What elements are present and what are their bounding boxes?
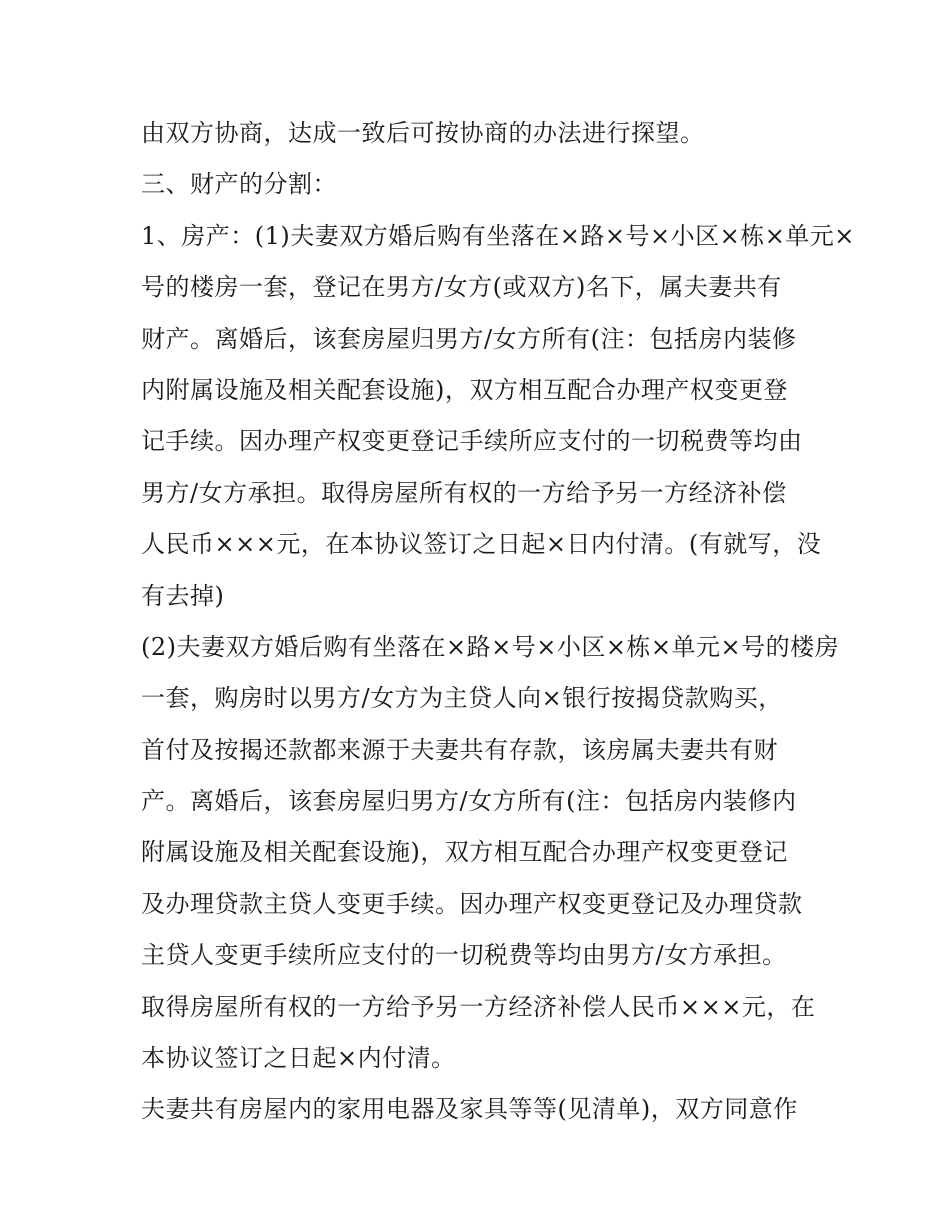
text-line: 首付及按揭还款都来源于夫妻共有存款，该房属夫妻共有财 — [141, 735, 778, 764]
text-line: 一套，购房时以男方/女方为主贷人向×银行按揭贷款购买， — [141, 684, 783, 713]
text-line: 1、房产：(1)夫妻双方婚后购有坐落在×路×号×小区×栋×单元× — [141, 221, 855, 250]
text-line: 有去掉) — [141, 581, 225, 610]
section-heading: 三、财产的分割： — [141, 170, 337, 199]
document-body — [141, 108, 855, 1136]
text-line: 人民币×××元，在本协议签订之日起×日内付清。(有就写，没 — [141, 530, 822, 559]
text-line: 产。离婚后，该套房屋归男方/女方所有(注：包括房内装修内 — [141, 787, 797, 816]
text-line: 取得房屋所有权的一方给予另一方经济补偿人民币×××元，在 — [141, 992, 816, 1021]
text-line: 及办理贷款主贷人变更手续。因办理产权变更登记及办理贷款 — [141, 889, 803, 918]
text-line: 财产。离婚后，该套房屋归男方/女方所有(注：包括房内装修 — [141, 324, 797, 353]
text-line: 号的楼房一套，登记在男方/女方(或双方)名下，属夫妻共有 — [141, 273, 782, 302]
text-line: (2)夫妻双方婚后购有坐落在×路×号×小区×栋×单元×号的楼房 — [141, 632, 840, 661]
text-line: 男方/女方承担。取得房屋所有权的一方给予另一方经济补偿 — [141, 478, 787, 507]
text-line: 由双方协商，达成一致后可按协商的办法进行探望。 — [141, 119, 705, 147]
text-line: 附属设施及相关配套设施)，双方相互配合办理产权变更登记 — [141, 838, 788, 867]
text-line: 夫妻共有房屋内的家用电器及家具等等(见清单)，双方同意作 — [141, 1095, 798, 1124]
text-line: 记手续。因办理产权变更登记手续所应支付的一切税费等均由 — [141, 427, 803, 456]
text-line: 本协议签订之日起×内付清。 — [141, 1044, 456, 1073]
text-line: 内附属设施及相关配套设施)，双方相互配合办理产权变更登 — [141, 375, 788, 404]
text-line: 主贷人变更手续所应支付的一切税费等均由男方/女方承担。 — [141, 941, 787, 970]
